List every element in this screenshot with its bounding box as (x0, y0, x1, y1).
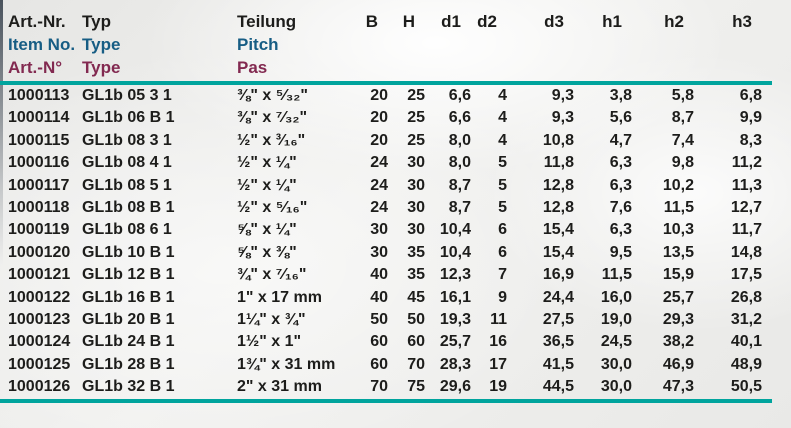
header-type-de: Typ (82, 12, 111, 31)
cell-pitch: ¾" x ⁷⁄₁₆" (237, 266, 307, 284)
cell-item_no: 1000114 (8, 109, 70, 127)
cell-d2: 4 (498, 109, 507, 127)
cell-B: 20 (370, 87, 388, 104)
cell-d2: 5 (498, 199, 507, 217)
cell-item_no: 1000121 (8, 266, 71, 284)
cell-h1: 9,5 (609, 243, 632, 261)
cell-h3: 9,9 (739, 109, 762, 127)
cell-type: GL1b 12 B 1 (82, 266, 175, 284)
cell-B: 70 (347, 376, 388, 400)
cell-spacer (762, 242, 772, 264)
cell-d1: 10,4 (439, 221, 471, 239)
cell-pitch: ⅜" x ⁷⁄₃₂" (237, 109, 308, 127)
table-row (0, 175, 772, 197)
header-dim-h3: h3 (732, 12, 752, 31)
cell-spacer (762, 197, 772, 219)
cell-spacer (762, 130, 772, 152)
cell-B: 50 (370, 311, 388, 329)
cell-type: GL1b 10 B 1 (82, 243, 175, 261)
header-pitch-de: Teilung (237, 12, 297, 31)
cell-h3: 48,9 (730, 355, 762, 373)
table-row (0, 331, 772, 353)
cell-pitch: ½" x ¼" (237, 176, 297, 194)
cell-h2: 10,3 (662, 221, 694, 239)
cell-H: 30 (407, 154, 425, 172)
cell-d2: 17 (489, 355, 507, 373)
header-type-fr: Type (82, 56, 237, 83)
cell-H: 35 (407, 243, 425, 261)
cell-h1: 16,0 (600, 288, 632, 306)
cell-type: GL1b 08 4 1 (82, 154, 172, 172)
cell-h2: 13,5 (662, 243, 694, 261)
cell-H: 35 (407, 266, 425, 284)
header-dim-d3: d3 (544, 12, 564, 31)
cell-H: 25 (407, 131, 425, 149)
cell-B: 30 (370, 221, 388, 239)
cell-type: GL1b 08 5 1 (82, 176, 172, 194)
header-line-en (0, 33, 772, 56)
header-line-fr (0, 56, 772, 83)
cell-h1: 24,5 (600, 333, 632, 351)
cell-h3: 14,8 (730, 243, 762, 261)
cell-type: GL1b 05 3 1 (82, 87, 172, 104)
cell-B: 20 (370, 131, 388, 149)
table-row (0, 376, 772, 400)
cell-pitch: 2" x 31 mm (237, 376, 347, 400)
cell-d1: 25,7 (439, 333, 471, 351)
cell-item_no: 1000118 (8, 199, 70, 217)
table-row (0, 130, 772, 152)
table-row (0, 242, 772, 264)
cell-d3: 15,4 (542, 221, 574, 239)
cell-H: 25 (407, 87, 425, 104)
cell-h1: 6,3 (609, 176, 632, 194)
cell-spacer (762, 354, 772, 376)
cell-H: 30 (407, 221, 425, 239)
table-row (0, 219, 772, 241)
cell-h2: 9,8 (671, 154, 694, 172)
cell-d1: 8,7 (448, 176, 471, 194)
cell-h1: 30,0 (600, 355, 632, 373)
header-item-no-de: Art.-Nr. (8, 12, 66, 31)
cell-d3: 36,5 (542, 333, 574, 351)
cell-B: 20 (370, 109, 388, 127)
cell-d2: 4 (498, 131, 507, 149)
dimension-table (0, 6, 772, 403)
cell-d1: 6,6 (448, 109, 471, 127)
cell-d1: 28,3 (439, 355, 471, 373)
cell-h3: 11,7 (731, 221, 762, 239)
cell-pitch: 1¼" x ¾" (237, 311, 306, 329)
cell-h1: 11,5 (601, 266, 632, 284)
cell-type: GL1b 08 3 1 (82, 131, 172, 149)
header-type-en: Type (82, 35, 121, 54)
cell-item_no: 1000124 (8, 333, 71, 351)
cell-type: GL1b 08 6 1 (82, 221, 172, 239)
cell-h2: 11,5 (663, 199, 694, 217)
cell-d2: 4 (498, 87, 507, 104)
table-row (0, 197, 772, 219)
cell-pitch: ⅝" x ⅜" (237, 243, 297, 261)
cell-H: 50 (407, 311, 425, 329)
cell-spacer (762, 83, 772, 107)
cell-H: 30 (407, 176, 425, 194)
cell-d2: 6 (498, 221, 507, 239)
header-dim-H: H (402, 12, 415, 31)
cell-h2: 38,2 (662, 333, 694, 351)
cell-pitch: 1¾" x 31 mm (237, 355, 336, 373)
cell-H: 60 (407, 333, 425, 351)
header-dim-h2: h2 (664, 12, 684, 31)
cell-h1: 6,3 (609, 221, 632, 239)
cell-item_no: 1000126 (0, 376, 82, 400)
cell-d3: 15,4 (542, 243, 574, 261)
table-row (0, 107, 772, 129)
cell-d1: 8,0 (448, 154, 471, 172)
header-spacer (347, 33, 772, 56)
header-dim-h1: h1 (602, 12, 622, 31)
cell-B: 24 (370, 199, 388, 217)
cell-d1: 8,0 (448, 131, 471, 149)
cell-B: 24 (370, 154, 388, 172)
cell-d3: 12,8 (542, 199, 574, 217)
cell-spacer (762, 287, 772, 309)
cell-type: GL1b 06 B 1 (82, 109, 175, 127)
cell-H: 25 (407, 109, 425, 127)
cell-d2: 5 (498, 154, 507, 172)
cell-d1: 6,6 (448, 87, 471, 104)
cell-type: GL1b 24 B 1 (82, 333, 175, 351)
cell-item_no: 1000115 (8, 131, 70, 149)
cell-h3: 11,2 (731, 154, 762, 172)
cell-h2: 25,7 (662, 288, 694, 306)
cell-spacer (762, 331, 772, 353)
cell-d1: 16,1 (439, 288, 471, 306)
table-row (0, 354, 772, 376)
cell-pitch: ½" x ¼" (237, 154, 297, 172)
cell-item_no: 1000125 (8, 355, 71, 373)
cell-d1: 10,4 (439, 243, 471, 261)
cell-spacer (762, 152, 772, 174)
cell-pitch: ⅝" x ¼" (237, 221, 297, 239)
cell-type: GL1b 32 B 1 (82, 376, 237, 400)
table-row (0, 264, 772, 286)
cell-d3: 12,8 (542, 176, 574, 194)
cell-h3: 8,3 (739, 131, 762, 149)
cell-type: GL1b 08 B 1 (82, 199, 175, 217)
cell-d3: 27,5 (542, 311, 574, 329)
cell-h1: 6,3 (609, 154, 632, 172)
header-spacer (762, 6, 772, 33)
cell-pitch: 1½" x 1" (237, 333, 302, 351)
table-row (0, 287, 772, 309)
cell-spacer (762, 264, 772, 286)
cell-pitch: ⅜" x ⁵⁄₃₂" (237, 87, 308, 104)
table-row (0, 83, 772, 107)
cell-H: 30 (407, 199, 425, 217)
cell-d1: 19,3 (439, 311, 471, 329)
cell-spacer (762, 309, 772, 331)
cell-h1: 19,0 (600, 311, 632, 329)
header-line-de (0, 6, 772, 33)
cell-B: 40 (370, 266, 388, 284)
cell-item_no: 1000119 (8, 221, 70, 239)
cell-B: 40 (370, 288, 388, 306)
cell-h2: 47,3 (632, 376, 694, 400)
header-spacer (347, 56, 772, 83)
cell-H: 45 (407, 288, 425, 306)
cell-h1: 3,8 (609, 87, 632, 104)
cell-d2: 9 (498, 288, 507, 306)
cell-B: 60 (370, 333, 388, 351)
cell-d1: 8,7 (448, 199, 471, 217)
cell-spacer (762, 175, 772, 197)
cell-item_no: 1000113 (8, 87, 70, 104)
cell-B: 60 (370, 355, 388, 373)
cell-d2: 19 (471, 376, 507, 400)
cell-h1: 4,7 (609, 131, 632, 149)
cell-h3: 40,1 (730, 333, 762, 351)
cell-d3: 44,5 (507, 376, 574, 400)
header-dim-d1: d1 (441, 12, 461, 31)
cell-h3: 50,5 (694, 376, 762, 400)
header-pitch-fr: Pas (237, 56, 347, 83)
header-pitch-en: Pitch (237, 35, 279, 54)
cell-pitch: ½" x ⁵⁄₁₆" (237, 199, 308, 217)
cell-h3: 11,3 (731, 176, 762, 194)
cell-d3: 9,3 (551, 109, 574, 127)
cell-type: GL1b 16 B 1 (82, 288, 175, 306)
cell-B: 30 (370, 243, 388, 261)
cell-d2: 11 (490, 311, 507, 329)
cell-d3: 16,9 (542, 266, 574, 284)
cell-d1: 29,6 (425, 376, 471, 400)
cell-h2: 10,2 (662, 176, 694, 194)
cell-item_no: 1000123 (8, 311, 71, 329)
cell-type: GL1b 20 B 1 (82, 311, 175, 329)
cell-spacer (762, 107, 772, 129)
cell-item_no: 1000122 (8, 288, 71, 306)
cell-item_no: 1000120 (8, 243, 71, 261)
cell-d3: 9,3 (551, 87, 574, 104)
cell-d3: 10,8 (542, 131, 574, 149)
cell-h3: 26,8 (730, 288, 762, 306)
cell-h2: 29,3 (662, 311, 694, 329)
table-body (0, 83, 772, 401)
cell-H: 75 (388, 376, 425, 400)
cell-h2: 7,4 (671, 131, 694, 149)
table-row (0, 152, 772, 174)
cell-h2: 8,7 (671, 109, 694, 127)
header-item-no-fr: Art.-N° (0, 56, 82, 83)
cell-h1: 7,6 (609, 199, 632, 217)
cell-item_no: 1000117 (8, 176, 70, 194)
cell-item_no: 1000116 (8, 154, 70, 172)
cell-h2: 15,9 (662, 266, 694, 284)
cell-d2: 7 (498, 266, 507, 284)
cell-h3: 31,2 (730, 311, 762, 329)
cell-h3: 6,8 (739, 87, 762, 104)
cell-d2: 5 (498, 176, 507, 194)
cell-d1: 12,3 (439, 266, 471, 284)
header-dim-B: B (365, 12, 378, 31)
cell-spacer (762, 219, 772, 241)
cell-B: 24 (370, 176, 388, 194)
cell-pitch: 1" x 17 mm (237, 288, 322, 306)
cell-h1: 30,0 (574, 376, 632, 400)
cell-H: 70 (407, 355, 425, 373)
cell-h2: 5,8 (671, 87, 694, 104)
cell-type: GL1b 28 B 1 (82, 355, 175, 373)
cell-d2: 6 (498, 243, 507, 261)
table-row (0, 309, 772, 331)
cell-h3: 17,5 (730, 266, 762, 284)
cell-d3: 11,8 (543, 154, 574, 172)
cell-d2: 16 (489, 333, 507, 351)
cell-d3: 24,4 (542, 288, 574, 306)
cell-spacer (762, 376, 772, 400)
cell-h2: 46,9 (662, 355, 694, 373)
cell-d3: 41,5 (542, 355, 574, 373)
table-header (0, 6, 772, 83)
cell-h3: 12,7 (730, 199, 762, 217)
header-dim-d2: d2 (477, 12, 497, 31)
header-item-no-en: Item No. (8, 35, 76, 54)
cell-pitch: ½" x ³⁄₁₆" (237, 131, 306, 149)
cell-h1: 5,6 (609, 109, 632, 127)
